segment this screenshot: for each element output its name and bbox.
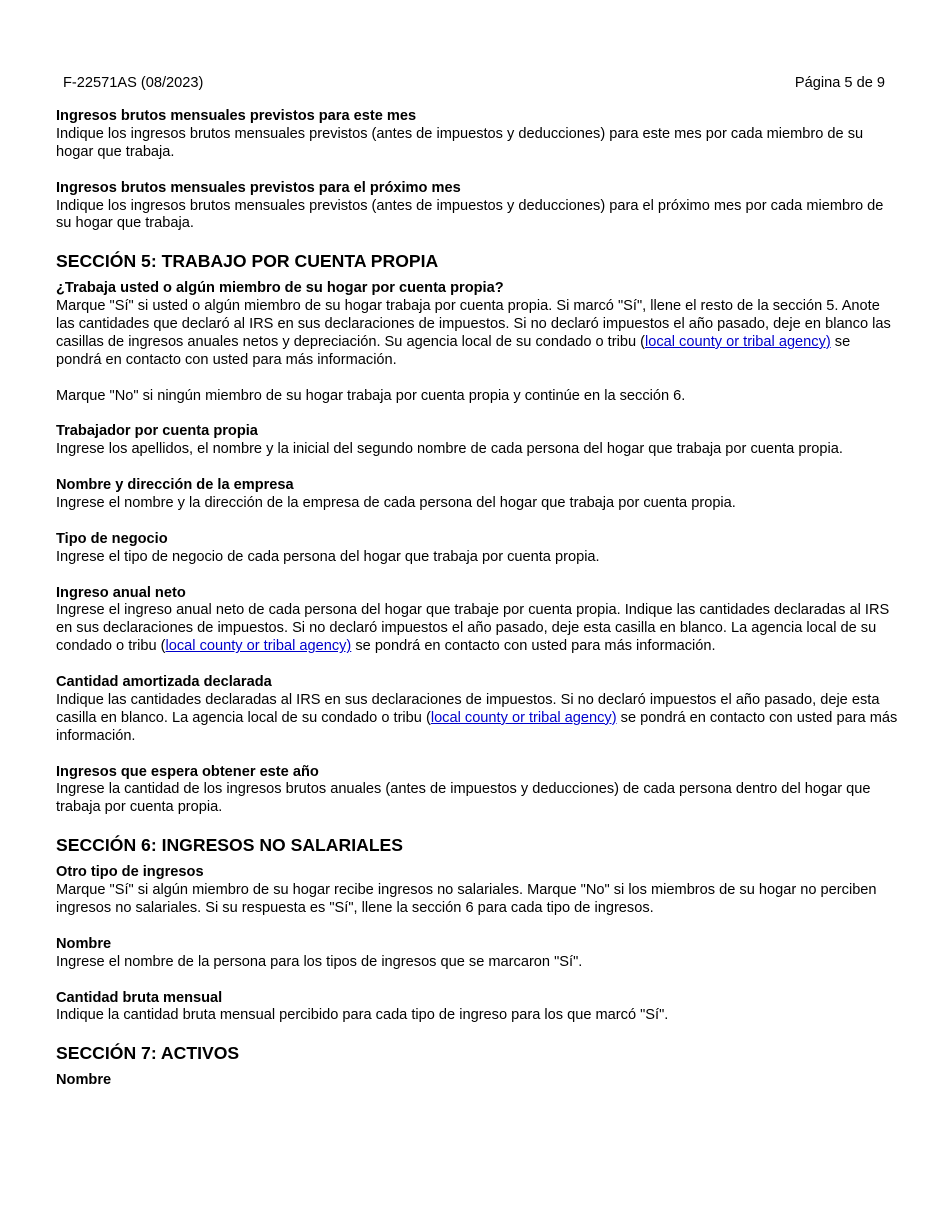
text-self-employed-worker: Ingrese los apellidos, el nombre y la inicial del segundo nombre de cada persona del hogar que trabaja por cuenta propia.: [56, 441, 843, 458]
document-body: [56, 108, 898, 1090]
local-agency-link[interactable]: local county or tribal agency): [430, 709, 617, 726]
text-no-answer: Marque "No" si ningún miembro de su hogar trabaja por cuenta propia y continúe en la sección 6.: [56, 387, 686, 404]
text-self-employed-question: [56, 298, 898, 370]
text-part: Indique las cantidades declaradas al IRS en sus declaraciones de impuestos. Si no declaró impuestos el año pasado, deje esta casilla en blanco. La agencia local de su condado o tribu (: [56, 691, 880, 726]
heading-self-employed-worker: Trabajador por cuenta propia: [56, 423, 258, 440]
heading-gross-monthly: Cantidad bruta mensual: [56, 989, 223, 1006]
block-business-type: [56, 531, 898, 567]
text-part: Ingrese el ingreso anual neto de cada persona del hogar que trabaje por cuenta propia. Indique las cantidades declaradas al IRS en sus declaraciones de impuestos. Si no declaró impuestos el año pasado, deje esta casilla en blanco. La agencia local de su condado o tribu (: [56, 602, 890, 655]
block-name: [56, 936, 898, 972]
text-part: se pondrá en contacto con usted para más información.: [56, 709, 898, 744]
heading-self-employed-question: ¿Trabaja usted o algún miembro de su hogar por cuenta propia?: [56, 280, 504, 297]
heading-gross-this-month: Ingresos brutos mensuales previstos para este mes: [56, 108, 417, 124]
heading-business-name: Nombre y dirección de la empresa: [56, 477, 294, 494]
text-business-name: Ingrese el nombre y la dirección de la empresa de cada persona del hogar que trabaja por cuenta propia.: [56, 495, 736, 512]
text-gross-this-month: Indique los ingresos brutos mensuales previstos (antes de impuestos y deducciones) para este mes por cada miembro de su hogar que trabaja.: [56, 125, 864, 160]
text-part: se pondrá en contacto con usted para más información.: [351, 638, 716, 655]
heading-other-income: Otro tipo de ingresos: [56, 864, 204, 881]
text-gross-next-month: Indique los ingresos brutos mensuales previstos (antes de impuestos y deducciones) para el próximo mes por cada miembro de su hogar que trabaja.: [56, 197, 884, 232]
block-expected-income: [56, 764, 898, 818]
text-name: Ingrese el nombre de la persona para los tipos de ingresos que se marcaron "Sí".: [56, 953, 583, 970]
heading-amortized-amount: Cantidad amortizada declarada: [56, 674, 272, 691]
block-self-employed-worker: [56, 423, 898, 459]
heading-business-type: Tipo de negocio: [56, 530, 168, 547]
block-other-income: [56, 864, 898, 918]
block-no-answer: [56, 388, 898, 406]
text-part: se pondrá en contacto con usted para más información.: [56, 333, 851, 368]
heading-assets-name: Nombre: [56, 1072, 112, 1089]
block-self-employed-question: [56, 280, 898, 370]
local-agency-link[interactable]: local county or tribal agency): [165, 638, 352, 655]
text-gross-monthly: Indique la cantidad bruta mensual percibido para cada tipo de ingreso para los que marcó "Sí".: [56, 1007, 669, 1024]
block-business-name: [56, 477, 898, 513]
heading-name: Nombre: [56, 935, 112, 952]
section-5-title: SECCIÓN 5: TRABAJO POR CUENTA PROPIA: [56, 251, 439, 272]
section-7-title: SECCIÓN 7: ACTIVOS: [56, 1043, 240, 1064]
block-gross-monthly: [56, 990, 898, 1026]
page-number: Página 5 de 9: [794, 75, 885, 91]
heading-net-income: Ingreso anual neto: [56, 584, 186, 601]
form-id: F-22571AS (08/2023): [63, 75, 204, 91]
local-agency-link[interactable]: local county or tribal agency): [644, 333, 831, 350]
page-header: [63, 75, 885, 93]
text-net-income: [56, 602, 898, 656]
heading-gross-next-month: Ingresos brutos mensuales previstos para el próximo mes: [56, 179, 461, 196]
text-business-type: Ingrese el tipo de negocio de cada persona del hogar que trabaja por cuenta propia.: [56, 548, 600, 565]
section-6-title: SECCIÓN 6: INGRESOS NO SALARIALES: [56, 835, 404, 856]
block-gross-this-month: [56, 108, 898, 162]
block-amortized-amount: [56, 674, 898, 746]
heading-expected-income: Ingresos que espera obtener este año: [56, 763, 319, 780]
text-amortized-amount: [56, 692, 898, 746]
text-other-income: Marque "Sí" si algún miembro de su hogar recibe ingresos no salariales. Marque "No" si los miembros de su hogar no perciben ingresos no salariales. Si su respuesta es "Sí", llene la sección 6 para cada tipo de ingresos.: [56, 882, 877, 916]
text-part: Marque "Sí" si usted o algún miembro de su hogar trabaja por cuenta propia. Si marcó "Sí", llene el resto de la sección 5. Anote las cantidades que declaró al IRS en sus declaraciones de impuestos. Si no declaró impuestos el año pasado, deje en blanco las casillas de ingresos anuales netos y depreciación. Su agencia local de su condado o tribu (: [56, 298, 891, 350]
block-net-income: [56, 585, 898, 657]
text-expected-income: Ingrese la cantidad de los ingresos brutos anuales (antes de impuestos y deducciones) de cada persona dentro del hogar que trabaja por cuenta propia.: [56, 781, 871, 816]
block-assets-name: [56, 1072, 898, 1090]
block-gross-next-month: [56, 180, 898, 234]
